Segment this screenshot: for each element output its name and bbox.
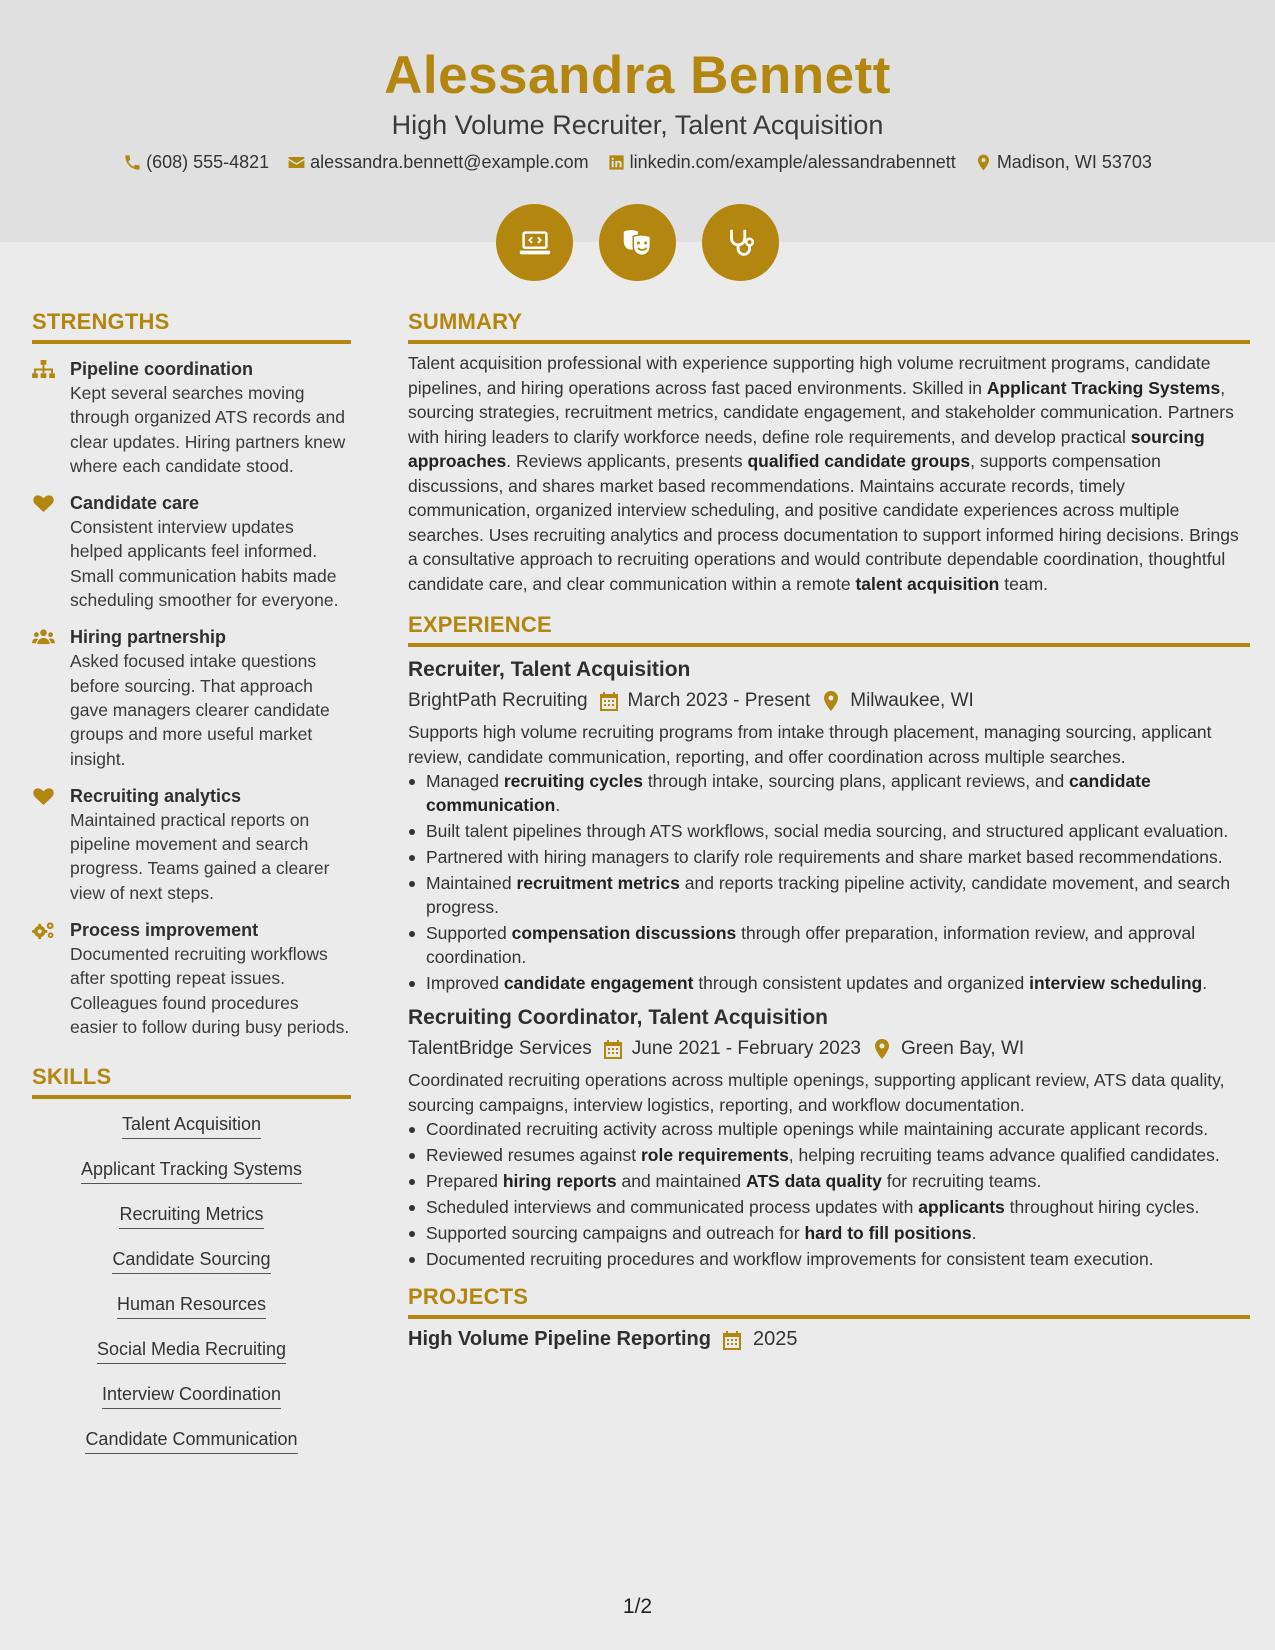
right-column: [408, 308, 1250, 1351]
strength-title: Recruiting analytics: [70, 785, 242, 806]
summary-text: Talent acquisition professional with experience supporting high volume recruitment programs, candidate pipelines, and hiring operations across fast paced environments. Skilled in Applicant Tracking Systems, sourcing strategies, recruitment metrics, candidate engagement, and stakeholder communication. Partners with hiring leaders to clarify workforce needs, define role requirements, and develop practical sourcing approaches. Reviews applicants, presents qualified candidate groups, supports compensation discussions, and shares market based recommendations. Maintains accurate records, timely communication, organized interview scheduling, and positive candidate experiences across multiple searches. Uses recruiting analytics and process documentation to support informed hiring decisions. Brings a consultative approach to recruiting operations and would contribute dependable coordination, thoughtful candidate care, and clear communication within a remote talent acquisition team.: [408, 353, 1239, 594]
cogs-icon: [32, 921, 55, 940]
map-pin-icon: [974, 153, 993, 172]
calendar-icon: [600, 691, 618, 711]
strength-title: Pipeline coordination: [70, 359, 254, 379]
contact-bar: [0, 152, 1275, 173]
strength-title: Process improvement: [70, 920, 259, 941]
job-description: Supports high volume recruiting programs from intake through placement, managing sourcing, applicant review, candidate communication, reporting, and offer coordination across multiple searches.: [408, 722, 1212, 767]
skill-tag: Interview Coordination: [102, 1383, 281, 1409]
skill-tag: Recruiting Metrics: [119, 1203, 263, 1229]
job-bullet: Reviewed resumes against role requirements, helping recruiting teams advance qualified candidates.: [426, 1143, 1250, 1167]
strength-item: [32, 784, 351, 905]
project-title: High Volume Pipeline Reporting: [408, 1328, 711, 1350]
sitemap-icon: [32, 360, 55, 379]
job-bullet: Documented recruiting procedures and workflow improvements for consistent team execution.: [426, 1247, 1250, 1271]
job-bullet: Managed recruiting cycles through intake, sourcing plans, applicant reviews, and candidate communication.: [426, 769, 1250, 817]
job-bullets: [426, 769, 1250, 995]
envelope-icon: [287, 153, 306, 172]
skill-tag: Social Media Recruiting: [97, 1338, 286, 1364]
map-pin-icon: [873, 1039, 891, 1059]
job-description: Coordinated recruiting operations across multiple openings, supporting applicant review, ATS data quality, sourcing campaigns, interview logistics, reporting, and workflow documentation.: [408, 1070, 1225, 1115]
contact-linkedin[interactable]: [607, 152, 956, 173]
job-bullet: Supported compensation discussions through offer preparation, information review, and approval coordination.: [426, 921, 1250, 969]
job-bullet: Prepared hiring reports and maintained ATS data quality for recruiting teams.: [426, 1169, 1250, 1193]
job-entry: [408, 1004, 1250, 1271]
experience-heading: EXPERIENCE: [408, 611, 1250, 647]
theater-masks-badge: [599, 204, 676, 281]
stethoscope-icon: [722, 224, 760, 262]
job-entry: [408, 656, 1250, 995]
skill-tag: Candidate Sourcing: [112, 1248, 270, 1274]
summary-heading: SUMMARY: [408, 308, 1250, 344]
strength-title: Hiring partnership: [70, 627, 227, 648]
stethoscope-badge: [702, 204, 779, 281]
page-number: 1/2: [622, 1595, 653, 1618]
job-meta: [408, 688, 1250, 714]
job-dates: June 2021 - February 2023: [631, 1038, 861, 1059]
job-bullet: Partnered with hiring managers to clarify role requirements and share market based recommendations.: [426, 845, 1250, 869]
skills-list: [32, 1113, 351, 1473]
phone-icon: [123, 153, 142, 172]
strength-desc: Maintained practical reports on pipeline movement and search progress. Teams gained a clearer view of next steps.: [70, 809, 330, 903]
project-year: 2025: [752, 1328, 798, 1350]
job-bullet: Built talent pipelines through ATS workflows, social media sourcing, and structured applicant evaluation.: [426, 819, 1250, 843]
strength-item: [32, 491, 351, 612]
location-text: Madison, WI 53703: [996, 152, 1152, 172]
job-bullet: Scheduled interviews and communicated process updates with applicants throughout hiring cycles.: [426, 1195, 1250, 1219]
linkedin-icon: [607, 153, 626, 172]
job-bullet: Improved candidate engagement through consistent updates and organized interview scheduling.: [426, 971, 1250, 995]
map-pin-icon: [822, 691, 840, 711]
linkedin-text: linkedin.com/example/alessandrabennett: [629, 152, 956, 172]
job-meta: [408, 1036, 1250, 1062]
phone-text: (608) 555-4821: [146, 152, 270, 172]
strength-title: Candidate care: [70, 493, 200, 514]
strength-desc: Asked focused intake questions before sourcing. That approach gave managers clearer candidate groups and more useful market insight.: [70, 651, 330, 769]
email-text: alessandra.bennett@example.com: [310, 152, 589, 172]
skill-tag: Applicant Tracking Systems: [81, 1158, 302, 1184]
strength-item: [32, 918, 351, 1039]
heart-icon: [32, 494, 55, 513]
candidate-name: Alessandra Bennett: [384, 46, 891, 105]
strength-item: [32, 357, 351, 478]
strengths-heading: STRENGTHS: [32, 308, 351, 344]
job-title: Recruiting Coordinator, Talent Acquisition: [408, 1006, 829, 1029]
left-column: [32, 308, 351, 1473]
job-location: Milwaukee, WI: [850, 690, 974, 711]
job-location: Green Bay, WI: [900, 1038, 1025, 1059]
skill-tag: Human Resources: [117, 1293, 266, 1319]
theater-masks-icon: [619, 224, 657, 262]
calendar-icon: [723, 1330, 741, 1350]
interest-badges: [0, 204, 1275, 281]
candidate-role: High Volume Recruiter, Talent Acquisition: [391, 110, 884, 140]
job-bullet: Supported sourcing campaigns and outreach for hard to fill positions.: [426, 1221, 1250, 1245]
heart-icon: [32, 787, 55, 806]
calendar-icon: [604, 1039, 622, 1059]
contact-email[interactable]: [287, 152, 588, 173]
strength-desc: Documented recruiting workflows after spotting repeat issues. Colleagues found procedures easier to follow during busy periods.: [70, 944, 350, 1037]
strength-desc: Kept several searches moving through organized ATS records and clear updates. Hiring partners knew where each candidate stood.: [70, 383, 346, 476]
job-company: TalentBridge Services: [408, 1038, 592, 1059]
project-entry: [408, 1328, 1250, 1351]
laptop-code-badge: [496, 204, 573, 281]
job-bullets: [426, 1117, 1250, 1271]
projects-heading: PROJECTS: [408, 1283, 1250, 1319]
strength-item: [32, 625, 351, 770]
job-bullet: Maintained recruitment metrics and reports tracking pipeline activity, candidate movement, and search progress.: [426, 871, 1250, 919]
job-bullet: Coordinated recruiting activity across multiple openings while maintaining accurate applicant records.: [426, 1117, 1250, 1141]
skill-tag: Candidate Communication: [85, 1428, 297, 1454]
users-icon: [32, 628, 55, 647]
job-title: Recruiter, Talent Acquisition: [408, 658, 691, 681]
laptop-code-icon: [516, 224, 554, 262]
skill-tag: Talent Acquisition: [122, 1113, 261, 1139]
contact-phone[interactable]: [123, 152, 269, 173]
job-dates: March 2023 - Present: [627, 690, 811, 711]
skills-heading: SKILLS: [32, 1063, 351, 1099]
job-company: BrightPath Recruiting: [408, 690, 588, 711]
strength-desc: Consistent interview updates helped applicants feel informed. Small communication habits made scheduling smoother for everyone.: [70, 517, 339, 611]
contact-location: [974, 152, 1152, 173]
